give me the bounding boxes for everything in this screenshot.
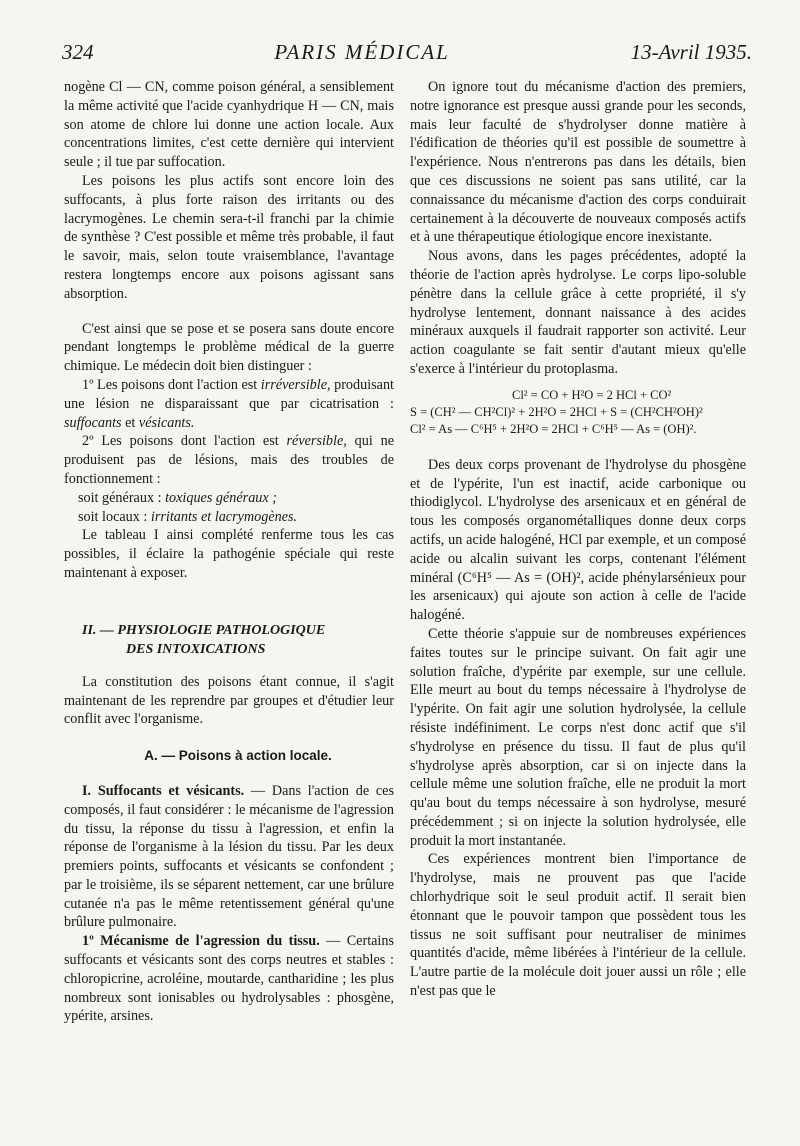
paragraph: 1º Mécanisme de l'agression du tissu. — Certains suffocants et vésicants sont des corps neutres et stables : chloropicrine, acroléine, moutarde, cantharidine ; les plus nombreux sont ionisables ou hydrolysables : phosgène, ypérite, arsines. (64, 933, 394, 1025)
paragraph: Le tableau I ainsi complété renferme tous les cas possibles, il éclaire la pathogénie spéciale qui reste maintenant à exposer. (64, 527, 394, 581)
paragraph: Nous avons, dans les pages précédentes, adopté la théorie de l'action après hydrolyse. Le corps lipo-soluble pénètre dans la cellule grâce à cette propriété, il s'y hydrolyse lentement, donnant naissance à des acides minéraux auxquels il faudrait rapporter son activité. Leur action coagulante se fait sentir d'autant mieux qu'elle s'exerce à l'intérieur du protoplasma. (410, 248, 746, 377)
paragraph: La constitution des poisons étant connue, il s'agit maintenant de les reprendre par groupes et d'étudier leur conflit avec l'organisme. (64, 673, 394, 728)
equation: Cl² = CO + H²O = 2 HCl + CO² (512, 387, 672, 402)
left-column (64, 78, 394, 1026)
list-item: 1º Les poisons dont l'action est irréversible, produisant une lésion ne disparaissant que par cicatrisation : suffocants et vésicants. (64, 376, 394, 431)
paragraph: Cette théorie s'appuie sur de nombreuses expériences faites toutes sur le principe suivant. On fait agir une solution fraîche, d'ypérite par exemple, sur une cellule. Elle meurt au bout du temps nécessaire à l'hydrolyse de l'ypérite. On fait agir une solution hydrolysée, la cellule résiste indéfiniment. Le corps n'est donc actif que s'il s'hydrolyse en présence du tissu. Il faut de plus qu'il s'hydrolyse après absorption, car si on injecte dans la cellule même une solution fraîche, elle ne produit la mort qu'au bout du temps nécessaire à son hydrolyse, mesuré précédemment ; si on injecte la solution hydrolysée, elle produit la mort instantanée. (410, 625, 746, 849)
journal-title: PARIS MÉDICAL (274, 40, 450, 64)
equation: Cl² = As — C⁶H⁵ + 2H²O = 2HCl + C⁶H⁵ — As = (OH)². (410, 421, 697, 436)
paragraph: Les poisons les plus actifs sont encore loin des suffocants, à plus forte raison des irritants ou des lacrymogènes. Le chemin sera-t-il franchi par la chimie de synthèse ? C'est possible et même très probable, il faut le savoir, mais, selon toute vraisemblance, l'avantage restera longtemps encore aux poisons agissant sans absorption. (64, 172, 394, 302)
page-number: 324 (62, 40, 94, 64)
section-title: II. — PHYSIOLOGIE PATHOLOGIQUE (82, 622, 326, 638)
equation: S = (CH² — CH²Cl)² + 2H²O = 2HCl + S = (CH²CH²OH)² (410, 404, 703, 419)
subsection-heading: A. — Poisons à action locale. (144, 748, 332, 764)
paragraph: Ces expériences montrent bien l'importance de l'hydrolyse, mais ne prouvent pas que l'acide chlorhydrique soit le seul produit actif. Il serait bien étonnant que le pouvoir tampon que possèdent tous les tissus ne soit suffisant pour neutraliser de minimes quantités d'acide, même libérées à l'intérieur de la cellule. L'autre partie de la molécule doit jouer aussi un rôle ; elle n'est pas que le (410, 851, 746, 1000)
right-column (410, 78, 746, 1001)
paragraph: On ignore tout du mécanisme d'action des premiers, notre ignorance est presque aussi grande pour les seconds, mais leur faculté de s'hydrolyser donne matière à l'édification de théories qu'il est possible de soumettre à l'expérience. Nous n'entrerons pas dans les détails, bien que ces discussions ne soient pas sans utilité, car la connaissance du mécanisme d'action des corps conduirait certainement à la découverte de nouveaux composés actifs et à une thérapeutique étiologique encore inexistante. (410, 79, 746, 246)
paragraph: Des deux corps provenant de l'hydrolyse du phosgène et de l'ypérite, l'un est inactif, acide carbonique ou thiodiglycol. L'hydrolyse des arsenicaux et en général de tous les composés organométalliques donne deux corps actifs, un acide halogéné, HCl par exemple, et un composé acide ou alcalin suivant les corps, contenant l'élément minéral (C⁶H⁵ — As = (OH)², acide phénylarsénieux pour les arsenicaux) qui ajoute son action à celle de l'acide halogéné. (410, 456, 746, 624)
section-title: DES INTOXICATIONS (126, 641, 266, 657)
paragraph: nogène Cl — CN, comme poison général, a sensiblement la même activité que l'acide cyanhydrique H — CN, mais son atome de chlore lui donne une action locale. Aux concentrations limites, c'est cette dernière qui intervient seule ; il tue par suffocation. (64, 79, 394, 171)
list-item: 2º Les poisons dont l'action est réversible, qui ne produisent pas de lésions, mais des troubles de fonctionnement : (64, 433, 394, 487)
page-header (62, 40, 752, 68)
issue-date: 13-Avril 1935. (630, 40, 752, 64)
list-item: soit locaux : irritants et lacrymogènes. (78, 508, 298, 525)
paragraph: I. Suffocants et vésicants. — Dans l'action de ces composés, il faut considérer : le mécanisme de l'agression du tissu, la réponse du tissu à l'agression, et enfin la réponse de l'organisme à la lésion du tissu. Par les deux premiers points, suffocants et vésicants se confondent ; par le troisième, ils se séparent nettement, car une brûlure cutanée n'a pas le même retentissement général qu'une brûlure pulmonaire. (64, 782, 395, 931)
paragraph: C'est ainsi que se pose et se posera sans doute encore pendant longtemps le problème médical de la guerre chimique. Le médecin doit bien distinguer : (64, 320, 394, 375)
chemical-equations (410, 387, 746, 438)
list-item: soit généraux : toxiques généraux ; (78, 489, 277, 506)
